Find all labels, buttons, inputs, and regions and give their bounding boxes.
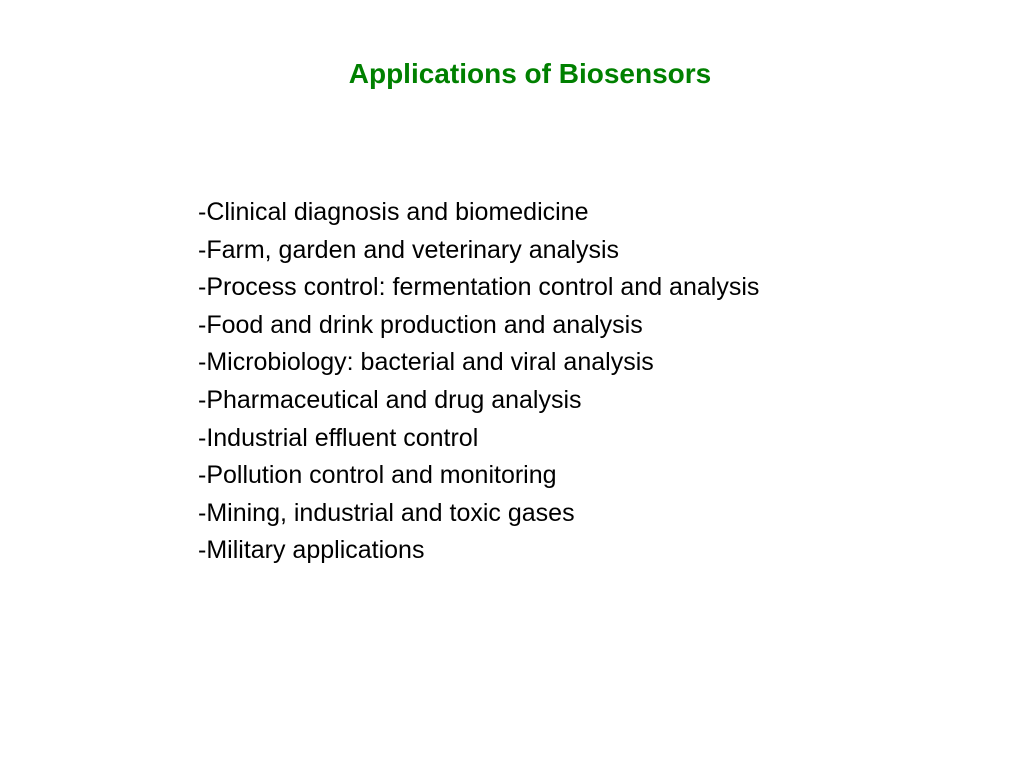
- list-item: -Clinical diagnosis and biomedicine: [198, 198, 589, 226]
- slide-title: Applications of Biosensors: [348, 58, 712, 89]
- list-item: -Process control: fermentation control and analysis: [198, 273, 760, 302]
- list-item: -Food and drink production and analysis: [198, 310, 643, 339]
- list-item: -Industrial effluent control: [198, 423, 479, 452]
- list-item: -Mining, industrial and toxic gases: [198, 498, 575, 527]
- applications-list: [198, 194, 759, 570]
- list-item: -Military applications: [198, 536, 425, 565]
- list-item: -Pollution control and monitoring: [198, 461, 557, 490]
- list-item: -Pharmaceutical and drug analysis: [198, 385, 582, 414]
- list-item: -Farm, garden and veterinary analysis: [198, 235, 620, 264]
- list-item: -Microbiology: bacterial and viral analysis: [198, 348, 654, 377]
